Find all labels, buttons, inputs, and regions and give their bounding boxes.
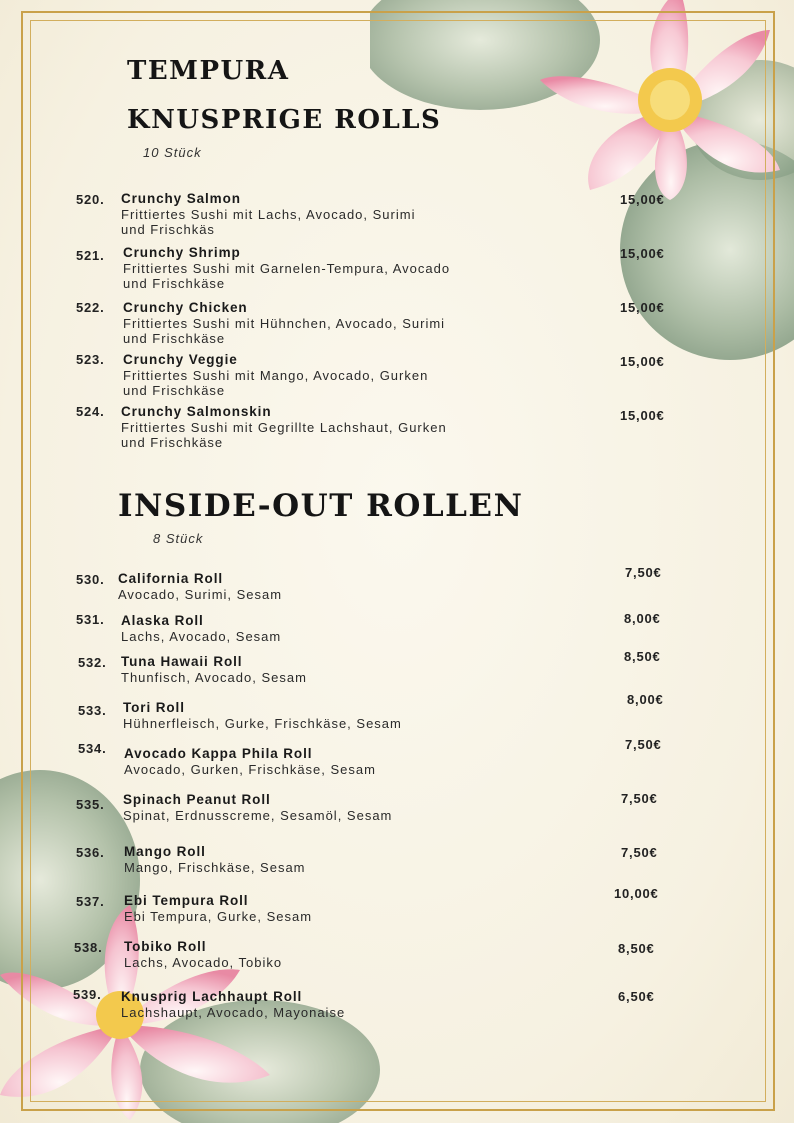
item-number: 531. [76, 612, 105, 627]
item-description: Avocado, Gurken, Frischkäse, Sesam [124, 762, 376, 777]
item-name: Mango Roll [124, 844, 206, 859]
item-name: California Roll [118, 571, 224, 586]
item-description: Frittiertes Sushi mit Hühnchen, Avocado, Surimi und Frischkäse [123, 316, 446, 346]
item-description: Lachshaupt, Avocado, Mayonaise [121, 1005, 346, 1020]
item-number: 522. [76, 300, 105, 315]
item-price: 15,00€ [620, 192, 665, 207]
tempura-subtitle: 10 Stück [143, 145, 202, 160]
item-description: Mango, Frischkäse, Sesam [124, 860, 306, 875]
item-number: 521. [76, 248, 105, 263]
item-number: 530. [76, 572, 105, 587]
item-price: 7,50€ [621, 791, 658, 806]
item-description: Ebi Tempura, Gurke, Sesam [124, 909, 313, 924]
item-description: Spinat, Erdnusscreme, Sesamöl, Sesam [123, 808, 393, 823]
item-number: 524. [76, 404, 105, 419]
item-number: 533. [78, 703, 107, 718]
item-price: 15,00€ [620, 246, 665, 261]
item-number: 534. [78, 741, 107, 756]
item-price: 8,00€ [627, 692, 664, 707]
item-price: 8,50€ [618, 941, 655, 956]
item-name: Alaska Roll [121, 613, 204, 628]
item-price: 7,50€ [625, 565, 662, 580]
item-description: Lachs, Avocado, Tobiko [124, 955, 283, 970]
item-number: 520. [76, 192, 105, 207]
item-number: 539. [73, 987, 102, 1002]
item-price: 10,00€ [614, 886, 659, 901]
item-name: Knusprig Lachhaupt Roll [121, 989, 303, 1004]
item-price: 8,50€ [624, 649, 661, 664]
item-price: 7,50€ [625, 737, 662, 752]
item-name: Ebi Tempura Roll [124, 893, 249, 908]
item-name: Crunchy Chicken [123, 300, 248, 315]
item-description: Hühnerfleisch, Gurke, Frischkäse, Sesam [123, 716, 402, 731]
item-name: Crunchy Salmon [121, 191, 241, 206]
item-name: Tori Roll [123, 700, 185, 715]
item-number: 538. [74, 940, 103, 955]
item-price: 15,00€ [620, 408, 665, 423]
item-price: 15,00€ [620, 300, 665, 315]
item-price: 15,00€ [620, 354, 665, 369]
insideout-subtitle: 8 Stück [153, 531, 204, 546]
item-price: 7,50€ [621, 845, 658, 860]
item-name: Tobiko Roll [124, 939, 207, 954]
item-description: Frittiertes Sushi mit Lachs, Avocado, Surimi und Frischkäs [121, 207, 416, 237]
item-description: Frittiertes Sushi mit Mango, Avocado, Gurken und Frischkäse [123, 368, 429, 398]
item-price: 8,00€ [624, 611, 661, 626]
insideout-title: INSIDE-OUT ROLLEN [118, 488, 524, 524]
item-number: 532. [78, 655, 107, 670]
item-name: Tuna Hawaii Roll [121, 654, 243, 669]
item-description: Lachs, Avocado, Sesam [121, 629, 282, 644]
item-description: Thunfisch, Avocado, Sesam [121, 670, 307, 685]
item-name: Crunchy Shrimp [123, 245, 241, 260]
item-name: Crunchy Salmonskin [121, 404, 272, 419]
item-description: Avocado, Surimi, Sesam [118, 587, 283, 602]
item-description: Frittiertes Sushi mit Garnelen-Tempura, Avocado und Frischkäse [123, 261, 451, 291]
item-number: 535. [76, 797, 105, 812]
tempura-title-line2: KNUSPRIGE ROLLS [127, 105, 442, 135]
item-price: 6,50€ [618, 989, 655, 1004]
item-name: Spinach Peanut Roll [123, 792, 271, 807]
item-number: 523. [76, 352, 105, 367]
tempura-title-line1: TEMPURA [127, 56, 290, 86]
item-number: 537. [76, 894, 105, 909]
item-name: Crunchy Veggie [123, 352, 238, 367]
item-description: Frittiertes Sushi mit Gegrillte Lachshaut, Gurken und Frischkäse [121, 420, 447, 450]
item-name: Avocado Kappa Phila Roll [124, 746, 313, 761]
item-number: 536. [76, 845, 105, 860]
